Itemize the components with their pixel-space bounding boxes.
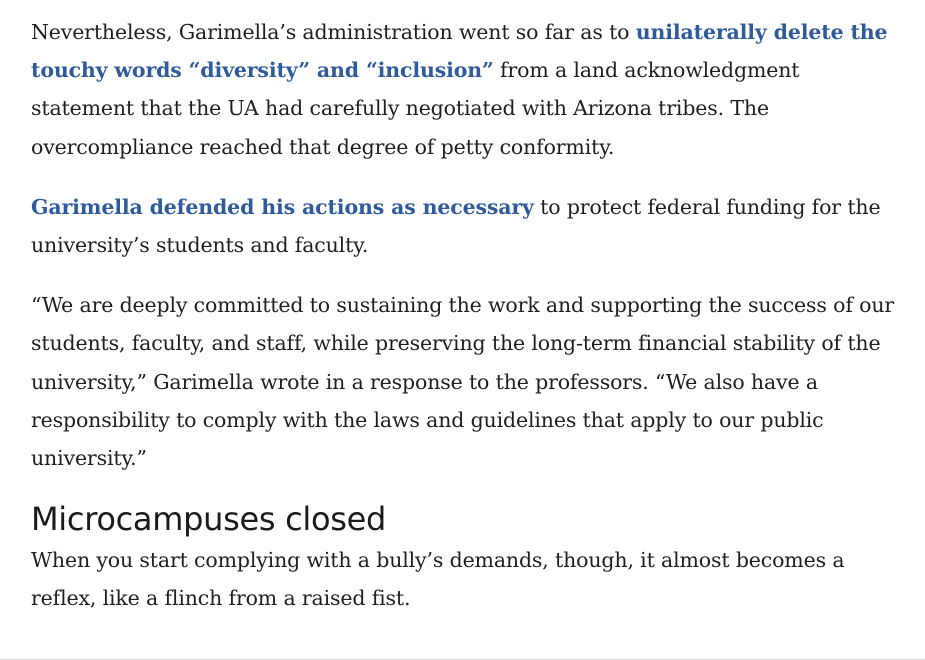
paragraph-text: to protect federal funding for the university’s students and faculty. [31,194,881,258]
paragraph-defended-actions [31,188,901,264]
paragraph-text: “We are deeply committed to sustaining the work and supporting the success of our students, faculty, and staff, while preserving the long-term financial stability of the university,” Garimella wrote in a response to the professors. “We also have a responsibility to comply with the laws and guidelines that apply to our public university.” [31,293,895,471]
article-body [31,13,901,640]
paragraph-text: When you start complying with a bully’s demands, though, it almost becomes a reflex, like a flinch from a raised fist. [31,548,845,611]
section-heading: Microcampuses closed [31,500,387,539]
link-garimella-defended[interactable]: Garimella defended his actions as necessary [31,194,534,219]
paragraph-text: Nevertheless, Garimella’s administration went so far as to [31,20,636,44]
link-unilaterally-delete[interactable]: unilaterally delete the touchy words “diversity” and “inclusion” [31,20,888,83]
paragraph-land-acknowledgment [31,13,901,166]
paragraph-text: from a land acknowledgment statement that the UA had carefully negotiated with Arizona tribes. The overcompliance reached that degree of petty conformity. [31,58,800,159]
paragraph-quote [31,286,901,477]
paragraph-reflex [31,541,901,617]
